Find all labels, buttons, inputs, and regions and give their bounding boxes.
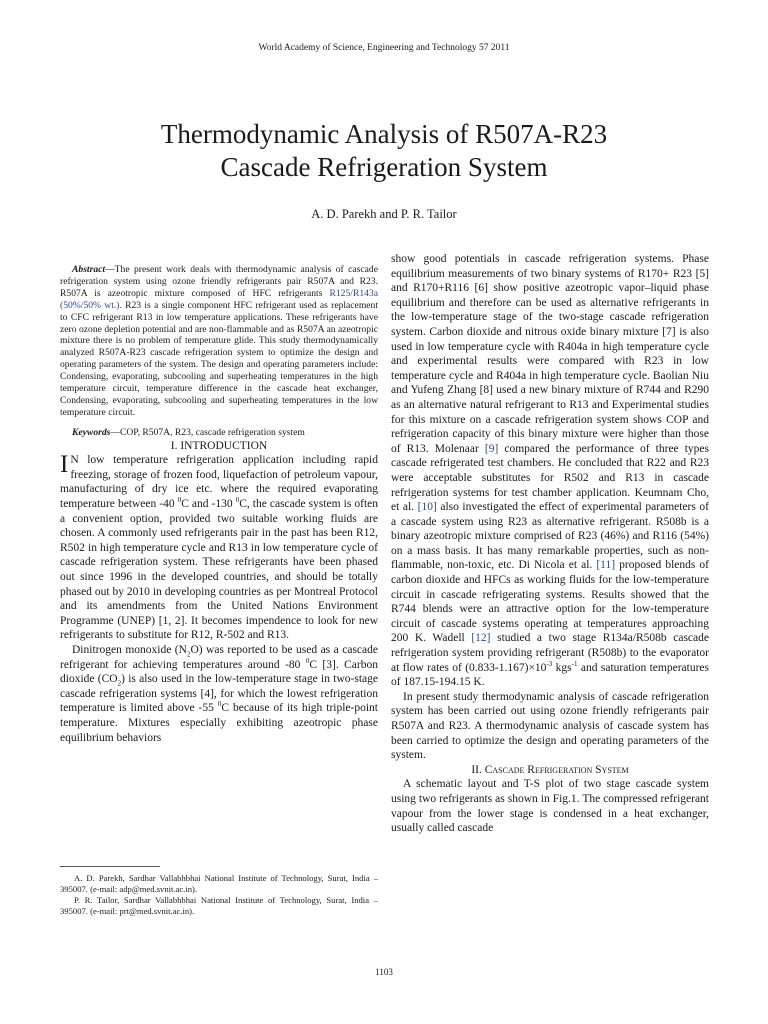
title-line-1: Thermodynamic Analysis of R507A-R23 <box>160 119 608 149</box>
intro-text-2c: C [3]. Carbon dioxide (CO <box>60 658 378 686</box>
exponent-minus-1: -1 <box>571 659 578 668</box>
degree-sup-1: 0 <box>177 496 182 505</box>
abstract-text-2: R23 is a single component HFC refrigerant used as replacement to CFC refrigerant R13 in low temperature applications. These refrigerants have zero ozone depletion potential and are non-flammable and as R507A an azeotropic mixture there is no problem of temperature glide. This study thermodynamically analyzed R507A-R23 cascade refrigeration system to optimize the design and operating parameters of the system. The design and operating parameters include: Condensing, evaporating, subcooling and superheating temperatures in the high temperature circuit, temperature difference in the cascade heat exchanger, Condensing, evaporating, subcooling and superheating temperatures in the low temperature circuit. <box>60 299 378 418</box>
authors: A. D. Parekh and P. R. Tailor <box>311 207 457 221</box>
intro-paragraph-1 <box>60 453 378 643</box>
left-column <box>60 252 378 745</box>
section-1-heading: I. INTRODUCTION <box>170 439 268 452</box>
keywords-label: Keywords <box>72 426 111 438</box>
degree-sup-2: 0 <box>235 496 240 505</box>
abstract-text-1: The present work deals with thermodynamic analysis of cascade refrigeration system using ozone friendly refrigerants pair R507A and R23. R507A is azeotropic mixture composed of HFC refrigerants <box>60 264 378 299</box>
degree-sup-4: 0 <box>217 700 222 709</box>
n2o-sub: 2 <box>186 650 191 659</box>
section-2-title: Cascade Refrigeration System <box>484 763 629 776</box>
co2-sub: 2 <box>117 679 122 688</box>
section-2-number: II. <box>471 763 485 776</box>
right-text-1d: proposed blends of carbon dioxide and HFCs as working fluids for the low-temperature circuit in cascade refrigerating systems. Results showed that the R744 blends were an attractive option for the low-temperature circuit of cascade systems operating at temperatures approaching 200 K. Wadell <box>391 559 710 645</box>
right-paragraph-2: In present study thermodynamic analysis of cascade refrigeration system has been carried out using ozone friendly refrigerants pair R507A and R23. A thermodynamic analysis of cascade system has been carried to optimize the design and operating parameters of the system. <box>391 690 709 762</box>
right-paragraph-3: A schematic layout and T-S plot of two stage cascade system using two refrigerants as shown in Fig.1. The compressed refrigerant vapour from the lower stage is condensed in a heat exchanger, usually called cascade <box>391 778 709 835</box>
right-text-1f: kgs <box>552 661 572 674</box>
keywords <box>60 427 378 439</box>
abstract <box>60 264 378 419</box>
intro-paragraph-2 <box>60 643 378 745</box>
intro-text-2d: ) is also used in the low-temperature stage in two-stage cascade refrigeration systems [4], for which the lowest refrigeration temperature is limited above -55 <box>60 673 378 715</box>
right-paragraph-1 <box>391 252 709 690</box>
ref-10-link[interactable]: [10] <box>417 501 437 514</box>
right-column <box>391 252 709 836</box>
ref-9-link[interactable]: [9] <box>484 442 499 455</box>
right-text-1g: and saturation temperatures of 187.15-194.15 K. <box>391 661 709 689</box>
abstract-link[interactable]: R125/R143a (50%/50% wt.). <box>60 287 378 311</box>
abstract-dash: — <box>105 264 115 275</box>
right-text-1c: also investigated the effect of experimental parameters of a cascade system using R23 as alternative refrigerant. R508b is a binary azeotropic mixture comprised of R23 (46%) and R116 (54%) on a mass basis. It has many remarkable properties, such as non-flammable, non-toxic, etc. Di Nicola et al. <box>391 501 709 572</box>
drop-cap: I <box>60 451 69 479</box>
intro-text-2a: Dinitrogen monoxide (N <box>72 644 187 656</box>
intro-text-1b: C and -130 <box>181 498 236 511</box>
ref-11-link[interactable]: [11] <box>596 559 616 572</box>
journal-header: World Academy of Science, Engineering and Technology 57 2011 <box>258 43 510 53</box>
intro-text-1c: C, the cascade system is often a convenient option, provided two suitable working fluids are chosen. A commonly used refrigerants pair in the past has been R12, R502 in high temperature cycle and R13 in low temperature cycle of cascade refrigeration system. These refrigerants have been phased out since 1996 in the developed countries, and should be totally phased out by 2010 in developing countries as per Montreal Protocol and its amendments from the United Nations Environment Programme (UNEP) [1, 2]. It becomes impendence to look for new refrigerants to substitute for R12, R-502 and R13. <box>60 498 378 642</box>
footnote-rule <box>60 866 160 867</box>
paper-title <box>60 118 708 184</box>
intro-text-2e: C because of its high triple-point temperature. Mixtures especially exhibiting azeotropic phase equilibrium behaviors <box>60 702 378 744</box>
intro-text-1a: N low temperature refrigeration application including rapid freezing, storage of frozen food, liquefaction of petroleum vapour, manufacturing of dry ice etc. where the required evaporating temperature between -40 <box>60 454 378 511</box>
keywords-dash: — <box>110 426 120 438</box>
exponent-minus-3: -3 <box>546 659 553 668</box>
footnote-1: A. D. Parekh, Sardhar Vallabhbhai National Institute of Technology, Surat, India – 395007. (e-mail: adp@med.svnit.ac.in). <box>60 873 378 894</box>
keywords-paragraph <box>60 427 378 439</box>
ref-12-link[interactable]: [12] <box>471 632 491 645</box>
keywords-text: COP, R507A, R23, cascade refrigeration system <box>119 426 305 438</box>
right-text-1b: compared the performance of three types cascade refrigerated test chambers. He concluded that R22 and R23 were acceptable substitutes for R502 and R13 in cascade refrigeration systems for test chamber application. Keumnam Cho, et al. <box>391 442 709 514</box>
degree-sup-3: 0 <box>305 656 310 665</box>
title-line-2: Cascade Refrigeration System <box>220 152 548 182</box>
right-text-1a: show good potentials in cascade refrigeration systems. Phase equilibrium measurements of two binary systems of R170+ R23 [5] and R170+R116 [6] show positive azeotropic vapor–liquid phase equilibrium and therefore can be used as alternative refrigerants in the low-temperature stage of the two-stage cascade refrigeration system. Carbon dioxide and nitrous oxide binary mixture [7] is also used in low temperature cycle with R404a in high temperature cycle and experimental results were compared with R23 in low temperature cycle and R404a in high temperature cycle. Baolian Niu and Yufeng Zhang [8] used a new binary mixture of R744 and R290 as an alternative natural refrigerant to R13 and Experimental studies for this mixture on a cascade refrigeration system shows COP and refrigeration capacity of this binary mixture were higher than those of R13. Molenaar <box>391 253 709 455</box>
intro-text-2b: O) was reported to be used as a cascade refrigerant for achieving temperatures around -80 <box>60 644 378 671</box>
footnote-2: P. R. Tailor, Sardhar Vallabhbhai National Institute of Technology, Surat, India – 395007. (e-mail: prt@med.svnit.ac.in). <box>60 895 378 916</box>
abstract-label: Abstract <box>72 264 106 275</box>
section-2-heading <box>391 763 709 778</box>
footnotes <box>60 866 378 917</box>
right-text-1e: studied a two stage R134a/R508b cascade refrigeration system providing refrigerant (R508b) to the evaporator at flow rates of (0.833-1.167)×10 <box>391 632 709 674</box>
abstract-paragraph <box>60 264 378 419</box>
page-number: 1103 <box>375 967 393 977</box>
